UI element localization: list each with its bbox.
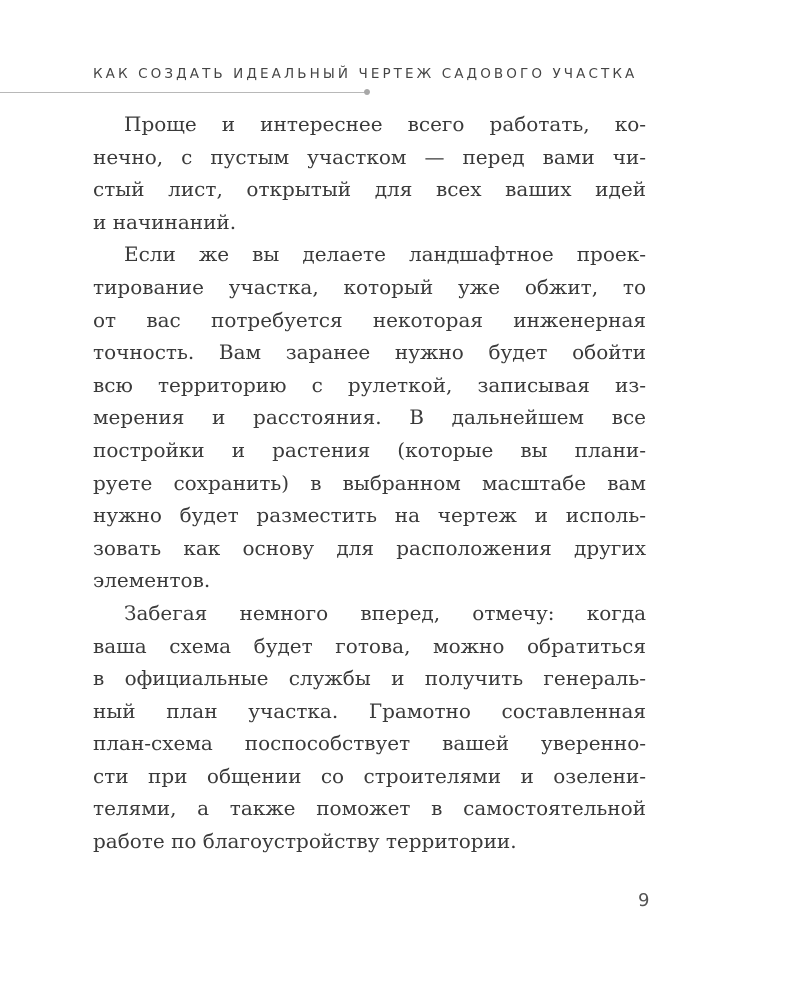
text-line: постройки и растения (которые вы плани- [93, 437, 646, 462]
text-line: работе по благоустройству территории. [93, 829, 517, 854]
header-rule-dot [364, 89, 370, 95]
header-rule [0, 92, 368, 93]
text-line: сти при общении со строителями и озелени- [93, 763, 646, 788]
text-line: точность. Вам заранее нужно будет обойти [93, 340, 646, 365]
text-line: нужно будет разместить на чертеж и исполь- [93, 503, 646, 528]
text-line: в официальные службы и получить генераль- [93, 666, 646, 691]
running-head: КАК СОЗДАТЬ ИДЕАЛЬНЫЙ ЧЕРТЕЖ САДОВОГО УЧАСТКА [93, 66, 638, 82]
text-line: нечно, с пустым участком — перед вами чи- [93, 144, 646, 169]
paragraph-1 [93, 108, 646, 238]
text-line: всю территорию с рулеткой, записывая из- [93, 372, 646, 397]
text-line: стый лист, открытый для всех ваших идей [93, 177, 646, 202]
text-line: зовать как основу для расположения других [93, 535, 646, 560]
text-line: тирование участка, который уже обжит, то [93, 274, 646, 299]
text-line: Проще и интереснее всего работать, ко- [124, 112, 646, 136]
text-line: мерения и расстояния. В дальнейшем все [93, 405, 646, 430]
text-line: от вас потребуется некоторая инженерная [93, 307, 646, 332]
text-line: руете сохранить) в выбранном масштабе вам [93, 470, 646, 495]
page-number: 9 [638, 890, 650, 911]
text-line: ваша схема будет готова, можно обратиться [93, 633, 646, 658]
text-line: элементов. [93, 568, 211, 593]
text-line: ный план участка. Грамотно составленная [93, 698, 646, 723]
text-line: Если же вы делаете ландшафтное проек- [124, 242, 646, 267]
text-line: Забегая немного вперед, отмечу: когда [124, 600, 646, 625]
paragraph-3 [93, 597, 646, 858]
text-line: план-схема поспособствует вашей уверенно- [93, 731, 646, 756]
paragraph-2 [93, 238, 646, 597]
body-text [93, 108, 646, 858]
text-line: телями, а также поможет в самостоятельной [93, 796, 646, 821]
text-line: и начинаний. [93, 209, 237, 234]
